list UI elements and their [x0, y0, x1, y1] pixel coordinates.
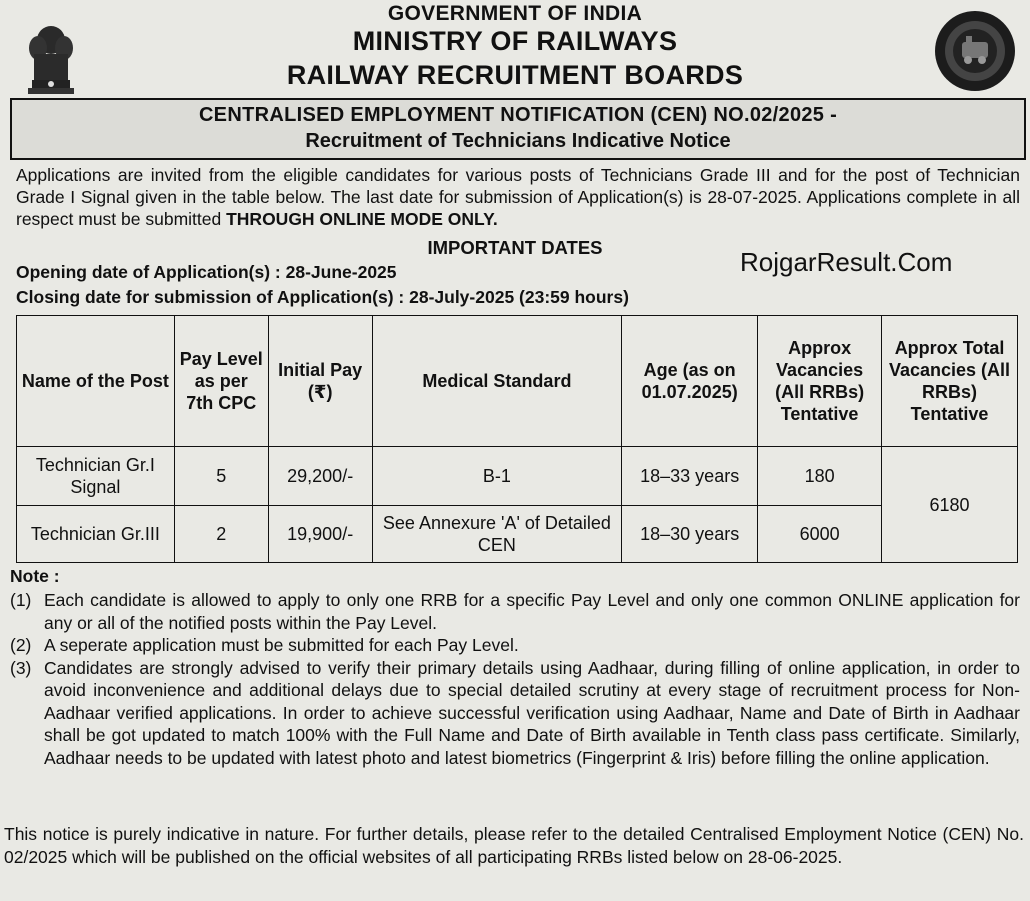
cell-vacancies: 6000 [758, 506, 882, 563]
notification-subtitle: Recruitment of Technicians Indicative Notice [305, 130, 731, 152]
opening-date: Opening date of Application(s) : 28-June-2025 [16, 262, 397, 282]
cell-vacancies: 180 [758, 447, 882, 506]
cell-post: Technician Gr.I Signal [17, 447, 175, 506]
footer-notice: This notice is purely indicative in nature. For further details, please refer to the detailed Centralised Employment Notice (CEN) No. 02/2025 which will be published on the official websites of all participating RRBs listed below on 28-06-2025. [4, 824, 1024, 867]
posts-table [16, 315, 1018, 563]
header-boards: RAILWAY RECRUITMENT BOARDS [286, 60, 744, 90]
intro-text: Applications are invited from the eligible candidates for various posts of Technicians Grade III and for the post of Technician Grade I Signal given in the table below. The last date for submission of Application(s) is 28-07-2025. Applications complete in all respect must be submitted [16, 165, 1020, 229]
header-post-name: Name of the Post [17, 316, 175, 447]
header-pay-level: Pay Level as per 7th CPC [174, 316, 268, 447]
header-vacancies: Approx Vacancies (All RRBs) Tentative [758, 316, 882, 447]
table-row [17, 506, 1018, 563]
note-text: A seperate application must be submitted for each Pay Level. [44, 635, 519, 655]
table-header-row [17, 316, 1018, 447]
notification-title: CENTRALISED EMPLOYMENT NOTIFICATION (CEN) NO.02/2025 - [198, 104, 838, 126]
important-dates-heading: IMPORTANT DATES [427, 237, 603, 258]
watermark-text: RojgarResult.Com [740, 247, 953, 277]
header-medical-standard: Medical Standard [372, 316, 622, 447]
cell-medical: B-1 [372, 447, 622, 506]
note-text: Candidates are strongly advised to verify their primary details using Aadhaar, during filling of online application, in order to avoid inconvenience and additional delays due to special detailed scrutiny at every stage of recruitment process for Non-Aadhaar verified applications. In order to achieve successful verification using Aadhaar, Name and Date of Birth in Aadhaar shall be got updated to match 100% with the Full Name and Date of Birth available in Tenth class pass certificate. Similarly, Aadhaar needs to be updated with latest photo and latest biometrics (Fingerprint & Iris) before filling the online application. [44, 657, 1020, 768]
cell-initial-pay: 19,900/- [268, 506, 372, 563]
intro-emphasis: THROUGH ONLINE MODE ONLY. [226, 209, 498, 229]
note-number: (3) [10, 657, 32, 678]
cell-pay-level: 2 [174, 506, 268, 563]
cell-post: Technician Gr.III [17, 506, 175, 563]
notification-banner [10, 98, 1026, 160]
header-initial-pay: Initial Pay (₹) [268, 316, 372, 447]
note-item [10, 657, 1020, 770]
header-total-vacancies: Approx Total Vacancies (All RRBs) Tentative [882, 316, 1018, 447]
header-age: Age (as on 01.07.2025) [622, 316, 758, 447]
intro-paragraph [16, 164, 1020, 230]
notes-heading: Note : [10, 566, 60, 586]
note-item [10, 589, 1020, 634]
cell-pay-level: 5 [174, 447, 268, 506]
note-number: (1) [10, 590, 32, 610]
cell-medical: See Annexure 'A' of Detailed CEN [372, 506, 622, 563]
cell-age: 18–30 years [622, 506, 758, 563]
cell-total-vacancies: 6180 [882, 447, 1018, 563]
note-number: (2) [10, 635, 32, 655]
table-row [17, 447, 1018, 506]
cell-age: 18–33 years [622, 447, 758, 506]
notes-list [10, 589, 1020, 769]
note-text: Each candidate is allowed to apply to only one RRB for a specific Pay Level and only one common ONLINE application for any or all of the notified posts within the Pay Level. [44, 590, 1020, 633]
closing-date: Closing date for submission of Application(s) : 28-July-2025 (23:59 hours) [16, 287, 629, 307]
note-item [10, 634, 1020, 657]
header-ministry: MINISTRY OF RAILWAYS [352, 26, 678, 56]
cell-initial-pay: 29,200/- [268, 447, 372, 506]
header-government: GOVERNMENT OF INDIA [387, 2, 643, 25]
